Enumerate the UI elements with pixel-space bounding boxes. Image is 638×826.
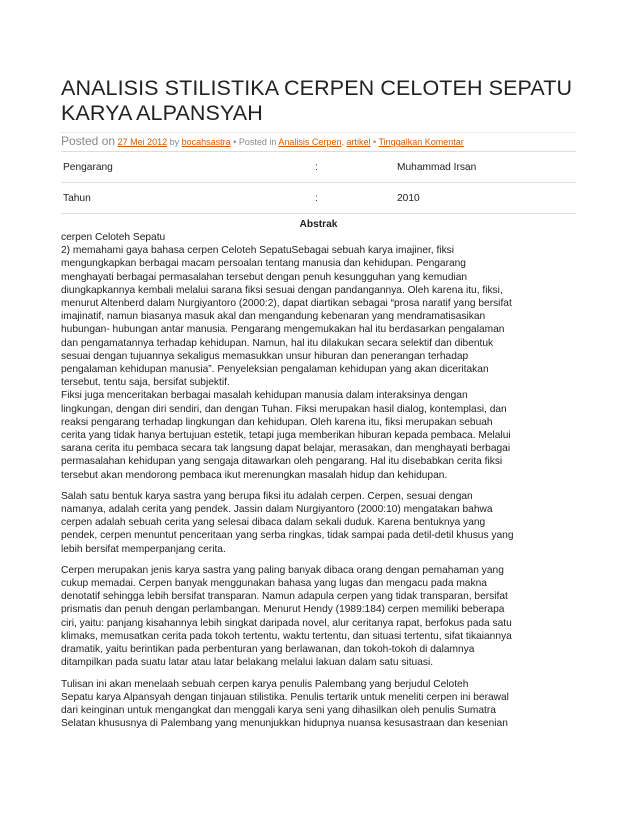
info-table: [61, 151, 576, 214]
text-line: 2) memahami gaya bahasa cerpen Celoteh SepatuSebagai sebuah karya imajiner, fiksi: [61, 245, 455, 257]
posted-in-label: Posted in: [238, 137, 277, 147]
text-line: pengalaman kehidupan manusia”. Penyeleksian pengalaman kehidupan yang akan diceritakan: [61, 364, 489, 376]
paragraph-2: [61, 490, 576, 556]
text-line: pendek, cerpen menuntut penceritaan yang serba ringkas, tidak sampai pada detil-detil khusus yang: [61, 530, 514, 542]
comment-link[interactable]: Tinggalkan Komentar: [378, 137, 464, 147]
paragraph-3: [61, 564, 576, 670]
text-line: Tulisan ini akan menelaah sebuah cerpen karya penulis Palembang yang berjudul Celoteh: [61, 678, 469, 690]
meta-separator: •: [373, 137, 377, 147]
text-line: Selatan khususnya di Palembang yang menunjukkan hidupnya nuansa kesusastraan dan kesenian: [61, 718, 508, 730]
text-line: klimaks, memusatkan cerita pada tokoh tertentu, waktu tertentu, dan situasi tertentu, sifat tikaiannya: [61, 630, 512, 642]
abstract-heading: Abstrak: [299, 219, 338, 230]
text-line: diungkapkannya kembali melalui sarana fiksi sesuai dengan pandangannya. Oleh karena itu, fiksi,: [61, 284, 503, 296]
text-line: lebih bersifat memperpanjang cerita.: [61, 543, 226, 555]
text-line: namanya, adalah cerita yang pendek. Jassin dalam Nurgiyantoro (2000:10) mengatakan bahwa: [61, 504, 493, 516]
by-label: by: [169, 137, 180, 147]
article-title: ANALISIS STILISTIKA CERPEN CELOTEH SEPATU KARYA ALPANSYAH: [61, 76, 573, 125]
paragraph-abstract: [61, 231, 576, 482]
article: [61, 76, 576, 730]
text-line: tersebut, tentu saja, bersifat subjektif.: [61, 377, 230, 389]
text-line: reaksi pengarang terhadap lingkungan dan kehidupan. Oleh karena itu, fiksi merupakan sebuah: [61, 416, 493, 428]
post-date-link[interactable]: 27 Mei 2012: [117, 137, 168, 147]
text-line: sarana cerita itu pembaca secara tak langsung dapat belajar, merasakan, dan menghayati berbagai: [61, 443, 511, 455]
meta-comma: ,: [341, 137, 344, 147]
text-line: imajinatif, namun biasanya masuk akal dan mengandung kebenaran yang mendramatisasikan: [61, 311, 486, 323]
text-line: ciri, yaitu: panjang kisahannya lebih singkat daripada novel, alur ceritanya rapat, berfokus pada satu: [61, 617, 512, 629]
info-key: Pengarang: [61, 152, 313, 183]
text-line: tersebut akan mendorong pembaca ikut merenungkan masalah hidup dan kehidupan.: [61, 469, 448, 481]
posted-on-label: Posted on: [61, 134, 116, 148]
text-line: lingkungan, dengan diri sendiri, dan dengan Tuhan. Fiksi merupakan hasil dialog, kontemplasi, dan: [61, 403, 507, 415]
text-line: menurut Altenberd dalam Nurgiyantoro (2000:2), dapat diartikan sebagai “prosa naratif yang bersifat: [61, 298, 512, 310]
post-meta: [61, 132, 576, 148]
tag-link[interactable]: artikel: [346, 137, 371, 147]
info-value: Muhammad Irsan: [395, 152, 576, 183]
text-line: permasalahan kehidupan yang sengaja ditawarkan oleh pengarang. Hal itu disebabkan cerita fiksi: [61, 456, 503, 468]
text-line: ditampilkan pada suatu latar atau latar belakang melalui lakuan dalam satu situasi.: [61, 657, 434, 669]
text-line: cukup memadai. Cerpen banyak menggunakan bahasa yang lugas dan mengacu pada makna: [61, 578, 487, 590]
info-colon: :: [313, 152, 395, 183]
meta-separator: •: [233, 137, 237, 147]
info-colon: :: [313, 183, 395, 214]
text-line: dan pengamatannya terhadap kehidupan. Namun, hal itu dilakukan secara selektif dan dibentuk: [61, 337, 494, 349]
text-line: Sepatu karya Alpansyah dengan tinjauan stilistika. Penulis tertarik untuk meneliti cerpen ini berawal: [61, 691, 509, 703]
paragraph-4: [61, 678, 576, 731]
text-line: hubungan- hubungan antar manusia. Pengarang mengemukakan hal itu berdasarkan pengalaman: [61, 324, 505, 336]
text-line: Fiksi juga menceritakan berbagai masalah kehidupan manusia dalam interaksinya dengan: [61, 390, 468, 402]
info-row: [61, 183, 576, 214]
category-link[interactable]: Analisis Cerpen: [278, 137, 342, 147]
text-line: Salah satu bentuk karya sastra yang berupa fiksi itu adalah cerpen. Cerpen, sesuai dengan: [61, 490, 473, 502]
text-line: Cerpen merupakan jenis karya sastra yang paling banyak dibaca orang dengan pemahaman yang: [61, 564, 504, 576]
text-line: mengungkapkan berbagai macam persoalan tentang manusia dan kehidupan. Pengarang: [61, 258, 466, 270]
text-line: denotatif sehingga lebih bersifat transparan. Namun adapula cerpen yang tidak transparan, bersifat: [61, 591, 508, 603]
text-line: dramatik, yaitu berintikan pada perbenturan yang berlawanan, dan tokoh-tokoh di dalamnya: [61, 644, 475, 656]
text-line: cerpen adalah sebuah cerita yang selesai dibaca dalam sekali duduk. Karena bentuknya yang: [61, 517, 486, 529]
text-line: dari keinginan untuk mengangkat dan menggali karya seni yang dihasilkan oleh penulis Sumatra: [61, 704, 496, 716]
info-row: [61, 152, 576, 183]
author-link[interactable]: bocahsastra: [181, 137, 231, 147]
text-line: sesuai dengan tujuannya sekaligus memasukkan unsur hiburan dan penerangan terhadap: [61, 350, 469, 362]
text-line: cerpen Celoteh Sepatu: [61, 232, 166, 243]
info-key: Tahun: [61, 183, 313, 214]
text-line: menghayati berbagai permasalahan tersebut dengan penuh kesungguhan yang kemudian: [61, 271, 468, 283]
article-body: [61, 231, 576, 730]
info-value: 2010: [395, 183, 576, 214]
text-line: prismatis dan penuh dengan perlambangan. Menurut Hendy (1989:184) cerpen memiliki beberapa: [61, 604, 505, 616]
text-line: cerita yang tidak hanya bertujuan estetik, tetapi juga memberikan hiburan kepada pembaca. Melalui: [61, 430, 511, 442]
